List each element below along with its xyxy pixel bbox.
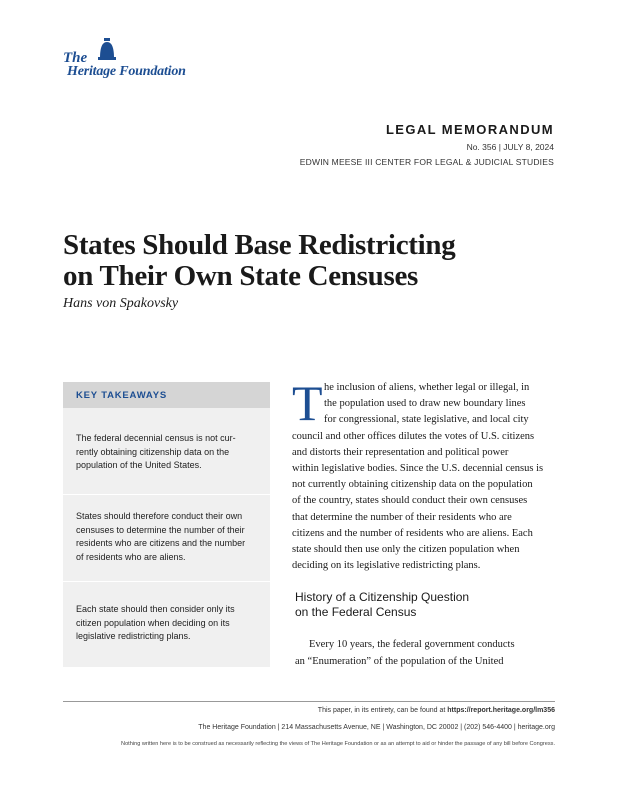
takeaway-item — [76, 510, 266, 564]
body-line: citizens and the number of residents who are aliens. Each — [292, 527, 533, 539]
takeaway-line: censuses to determine the number of their — [76, 524, 245, 535]
key-takeaways-heading: KEY TAKEAWAYS — [63, 382, 270, 408]
body-line: that determine the number of their residents who are — [292, 511, 512, 523]
takeaway-line: rently obtaining citizenship data on the — [76, 446, 230, 457]
footer-disclaimer: Nothing written here is to be construed as necessarily reflecting the views of The Heritage Foundation or as an attempt to aid or hinder the passage of any bill before Congress. — [121, 741, 555, 747]
takeaway-line: The federal decennial census is not cur- — [76, 433, 236, 443]
takeaway-line: States should therefore conduct their own — [76, 511, 243, 521]
body-line: of the country, states should conduct their own censuses — [292, 495, 528, 507]
body-line: an “Enumeration” of the population of the United — [295, 655, 504, 667]
section-heading-line: History of a Citizenship Question — [295, 590, 470, 604]
document-number: No. 356 | JULY 8, 2024 — [466, 142, 554, 152]
body-line: within legislative bodies. Since the U.S. decennial census is — [292, 462, 544, 474]
body-line: the population used to draw new boundary lines — [324, 398, 526, 410]
takeaway-divider — [63, 494, 270, 495]
drop-cap: T — [292, 375, 323, 431]
body-line: deciding on its legislative redistricting plans. — [292, 560, 481, 572]
takeaway-divider — [63, 581, 270, 582]
liberty-bell-icon — [96, 38, 118, 60]
footer-divider — [63, 701, 555, 702]
logo-name: Heritage Foundation — [67, 64, 186, 79]
body-line: he inclusion of aliens, whether legal or illegal, in — [324, 382, 530, 393]
logo-the: The — [63, 50, 88, 66]
takeaway-line: legislative redistricting plans. — [76, 631, 191, 641]
footer-url-line — [318, 707, 555, 714]
footer-url-prefix: This paper, in its entirety, can be found at — [317, 707, 448, 714]
heritage-logo — [63, 38, 223, 84]
title-line: States Should Base Redistricting — [63, 229, 456, 261]
footer-address: The Heritage Foundation | 214 Massachusetts Avenue, NE | Washington, DC 20002 | (202) 546-4400 | heritage.org — [198, 724, 555, 731]
intro-paragraph — [292, 375, 557, 574]
section-heading — [295, 590, 555, 620]
takeaway-item — [76, 432, 266, 473]
takeaway-line: residents who are citizens and the number — [76, 538, 246, 548]
body-line: and distorts their representation and political power — [292, 446, 509, 458]
section-heading-line: on the Federal Census — [295, 605, 417, 619]
body-line: not currently obtaining citizenship data on the population — [292, 479, 533, 491]
body-line: Every 10 years, the federal government conducts — [309, 639, 515, 650]
body-line: state should then use only the citizen population when — [292, 543, 520, 555]
document-type: LEGAL MEMORANDUM — [385, 122, 554, 137]
publishing-center: EDWIN MEESE III CENTER FOR LEGAL & JUDICIAL STUDIES — [299, 157, 554, 167]
key-takeaways-box — [63, 382, 270, 667]
takeaway-line: of residents who are aliens. — [76, 551, 186, 562]
body-line: council and other offices dilutes the votes of U.S. citizens — [292, 430, 535, 442]
takeaway-line: population of the United States. — [76, 460, 202, 470]
takeaway-item — [76, 603, 266, 644]
report-link[interactable]: https://report.heritage.org/lm356 — [447, 707, 555, 714]
takeaway-line: citizen population when deciding on its — [76, 617, 230, 628]
body-line: for congressional, state legislative, and local city — [324, 414, 529, 426]
takeaway-line: Each state should then consider only its — [76, 604, 235, 614]
page-title — [63, 230, 543, 292]
section-paragraph — [295, 637, 557, 670]
title-line: on Their Own State Censuses — [63, 260, 418, 292]
author: Hans von Spakovsky — [63, 296, 179, 311]
